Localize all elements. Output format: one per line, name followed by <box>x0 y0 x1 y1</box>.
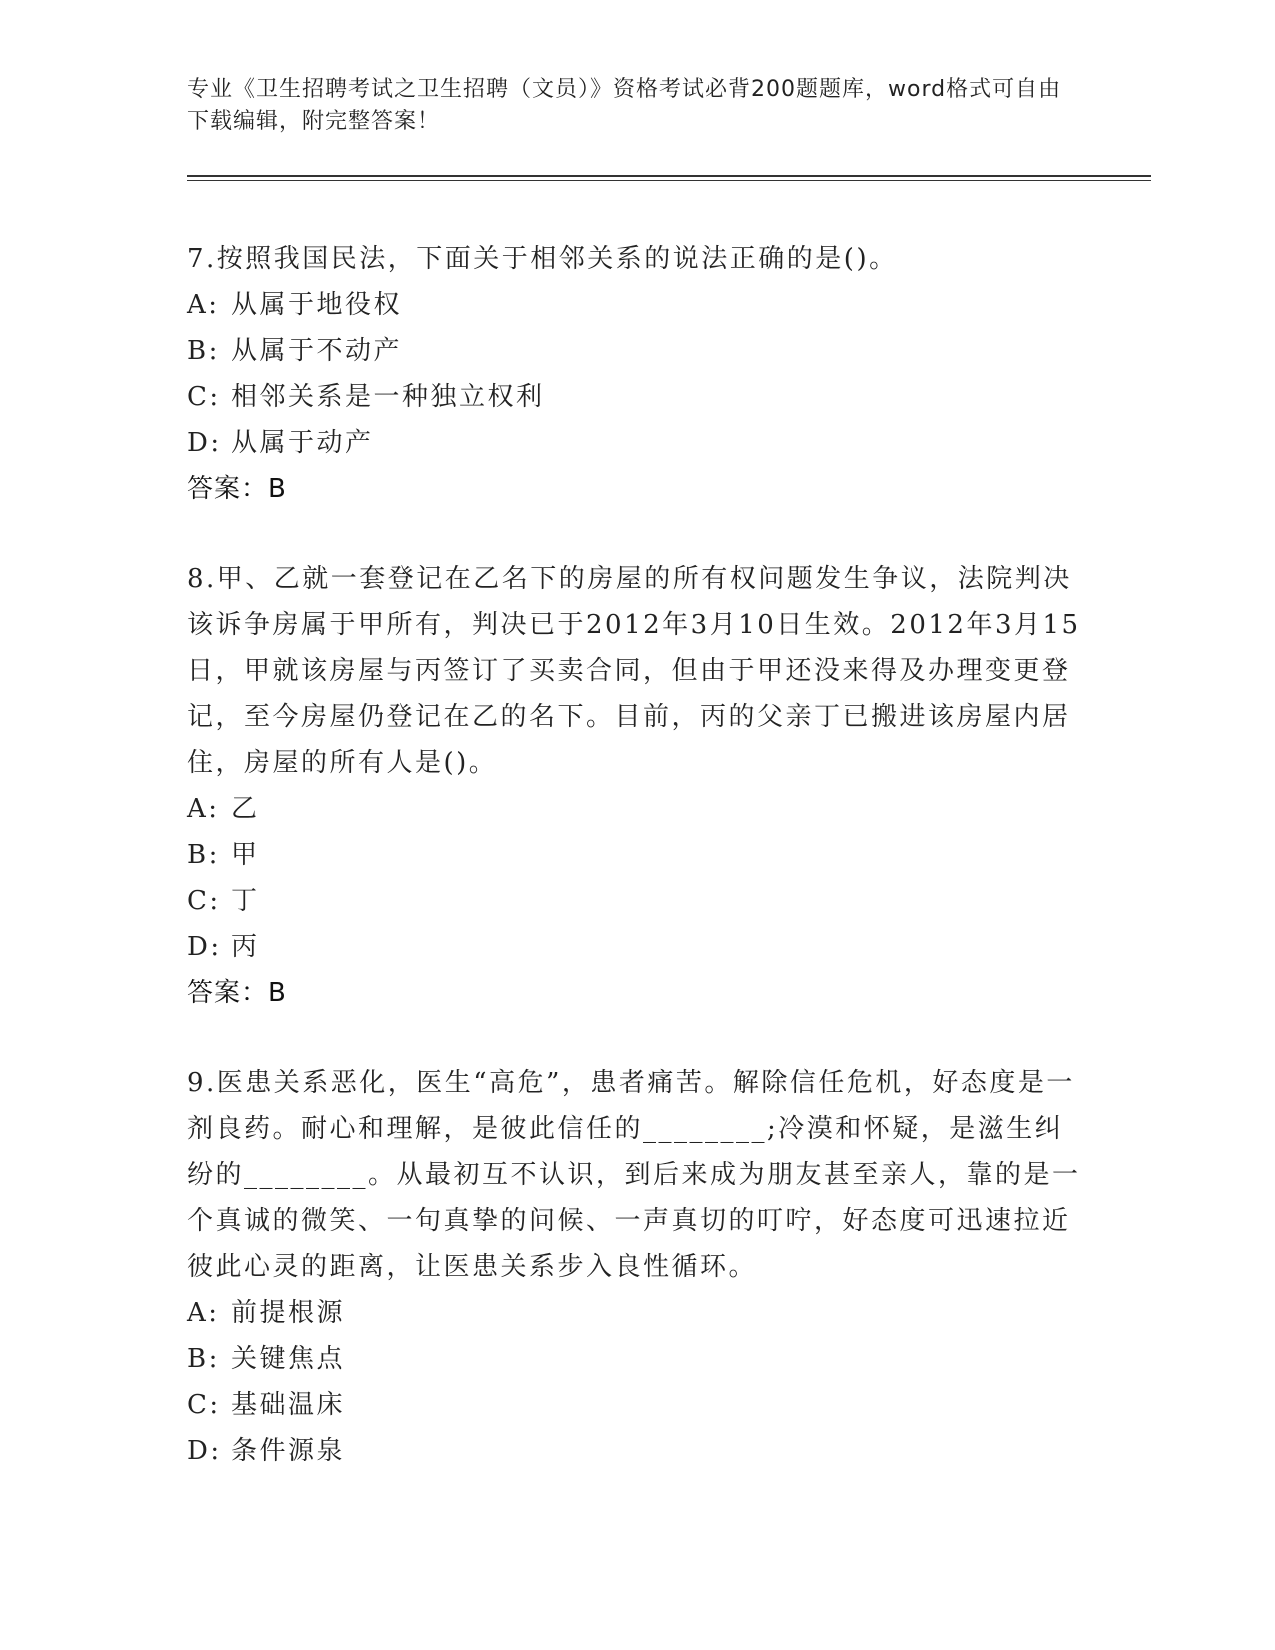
option-text: 丙 <box>231 932 260 962</box>
option-text: 乙 <box>231 794 260 824</box>
header-divider-thin <box>187 180 1151 181</box>
option-letter: C: <box>187 382 221 412</box>
option-c <box>187 878 1087 924</box>
option-c <box>187 1382 1087 1428</box>
option-text: 前提根源 <box>231 1298 346 1328</box>
option-letter: A: <box>187 290 220 320</box>
option-text: 关键焦点 <box>231 1344 346 1374</box>
option-letter: C: <box>187 1390 221 1420</box>
option-a <box>187 786 1087 832</box>
option-text: 相邻关系是一种独立权利 <box>231 382 545 412</box>
option-letter: D: <box>187 1436 222 1466</box>
option-d <box>187 924 1087 970</box>
header-divider <box>187 175 1151 177</box>
question-list <box>187 236 1087 1518</box>
option-text: 从属于不动产 <box>231 336 403 366</box>
option-text: 从属于地役权 <box>231 290 403 320</box>
option-text: 基础温床 <box>231 1390 346 1420</box>
option-b <box>187 832 1087 878</box>
question-8 <box>187 556 1087 1016</box>
question-stem: 7.按照我国民法，下面关于相邻关系的说法正确的是()。 <box>187 244 898 274</box>
option-letter: A: <box>187 794 220 824</box>
option-letter: B: <box>187 336 220 366</box>
option-b <box>187 328 1087 374</box>
option-text: 丁 <box>231 886 260 916</box>
option-letter: A: <box>187 1298 220 1328</box>
option-d <box>187 1428 1087 1474</box>
option-letter: D: <box>187 932 222 962</box>
option-text: 甲 <box>231 840 260 870</box>
option-letter: C: <box>187 886 221 916</box>
question-stem: 9.医患关系恶化，医生“高危”，患者痛苦。解除信任危机，好态度是一剂良药。耐心和理解，是彼此信任的________;冷漠和怀疑，是滋生纠纷的________。从最初互不认识，到后来成为朋友甚至亲人，靠的是一个真诚的微笑、一句真挚的问候、一声真切的叮咛，好态度可迅速拉近彼此心灵的距离，让医患关系步入良性循环。 <box>187 1068 1081 1282</box>
question-9 <box>187 1060 1087 1474</box>
document-header: 专业《卫生招聘考试之卫生招聘（文员）》资格考试必背200题题库，word格式可自由下载编辑，附完整答案！ <box>187 77 1062 134</box>
option-d <box>187 420 1087 466</box>
option-a <box>187 1290 1087 1336</box>
option-letter: B: <box>187 1344 220 1374</box>
option-c <box>187 374 1087 420</box>
option-text: 从属于动产 <box>231 428 374 458</box>
option-text: 条件源泉 <box>231 1436 346 1466</box>
option-a <box>187 282 1087 328</box>
option-letter: B: <box>187 840 220 870</box>
option-letter: D: <box>187 428 222 458</box>
answer-line: 答案：B <box>187 978 287 1008</box>
question-7 <box>187 236 1087 512</box>
question-stem: 8.甲、乙就一套登记在乙名下的房屋的所有权问题发生争议，法院判决该诉争房属于甲所有，判决已于2012年3月10日生效。2012年3月15日，甲就该房屋与丙签订了买卖合同，但由于甲还没来得及办理变更登记，至今房屋仍登记在乙的名下。目前，丙的父亲丁已搬进该房屋内居住，房屋的所有人是()。 <box>187 564 1081 778</box>
option-b <box>187 1336 1087 1382</box>
answer-line: 答案：B <box>187 474 287 504</box>
